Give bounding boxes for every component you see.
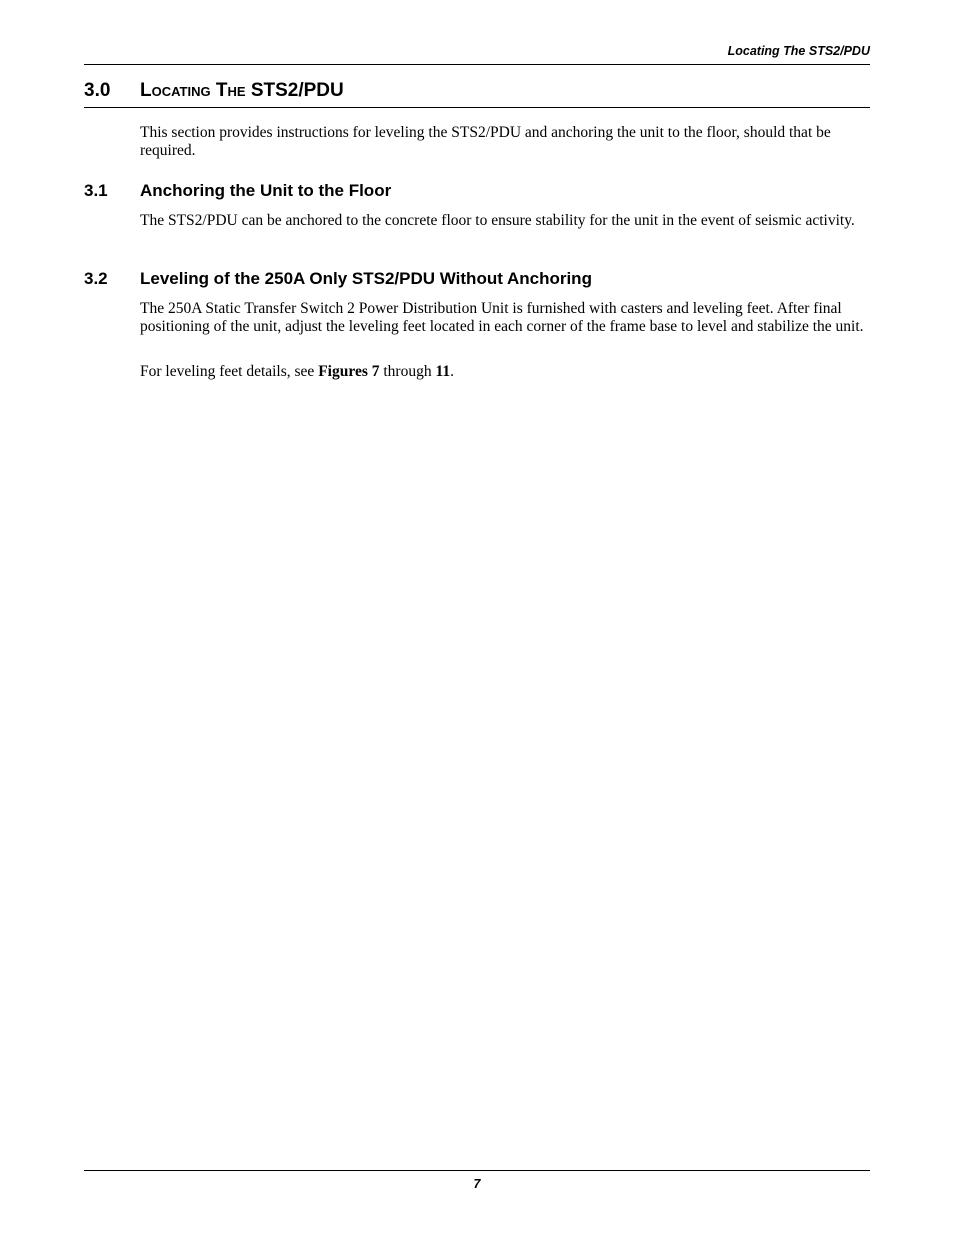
chapter-title-smallcaps: Locating The (140, 80, 246, 101)
running-header: Locating The STS2/PDU (727, 44, 870, 58)
section-3-2-number: 3.2 (84, 269, 108, 288)
footer-rule (84, 1170, 870, 1171)
section-3-1-number: 3.1 (84, 181, 108, 200)
chapter-heading (84, 79, 870, 103)
figure-reference-suffix: . (450, 363, 454, 380)
header-rule (84, 64, 870, 65)
chapter-title-product: STS2/PDU (250, 80, 344, 101)
intro-paragraph: This section provides instructions for leveling the STS2/PDU and anchoring the unit to the floor, should that be required. (140, 124, 831, 159)
chapter-number: 3.0 (84, 80, 111, 101)
figure-reference-end: 11 (435, 363, 451, 380)
chapter-rule (84, 107, 870, 108)
section-3-1-title: Anchoring the Unit to the Floor (140, 181, 392, 200)
page-number: 7 (473, 1177, 481, 1191)
figure-reference-middle: through (379, 363, 436, 380)
figure-reference-paragraph (140, 363, 870, 381)
section-3-1-heading (84, 180, 870, 202)
section-3-2-title: Leveling of the 250A Only STS2/PDU Without Anchoring (140, 269, 592, 288)
figure-reference-start: Figures 7 (318, 363, 380, 380)
figure-reference-prefix: For leveling feet details, see (140, 363, 319, 380)
section-3-2-paragraph: The 250A Static Transfer Switch 2 Power Distribution Unit is furnished with casters and leveling feet. After final positioning of the unit, adjust the leveling feet located in each corner of the frame base to level and stabilize the unit. (140, 300, 864, 335)
section-3-1-paragraph: The STS2/PDU can be anchored to the concrete floor to ensure stability for the unit in the event of seismic activity. (140, 212, 855, 229)
section-3-2-heading (84, 268, 870, 290)
